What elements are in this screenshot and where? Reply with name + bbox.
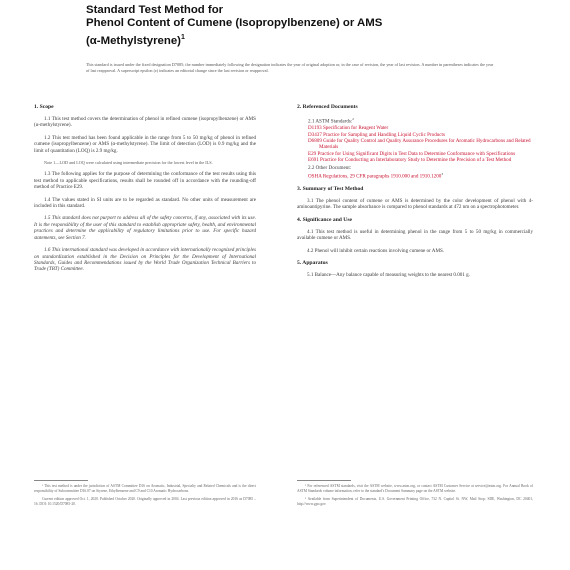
title-line-3-text: (α-Methylstyrene) [86, 34, 181, 47]
paragraph-1-2: 1.2 This test method has been found applicable in the range from 5 to 50 mg/kg of phenol in refined cumene (isopropylbenzene) or AMS (α-methylstyrene). The limit of detection (LOD) is 0.9 mg/kg and the limit of quantitation (LOQ) is 2.9 mg/kg. [34, 134, 256, 154]
reference-code[interactable]: D1193 [308, 125, 322, 132]
footnote-divider-left [34, 480, 88, 481]
designation-note: This standard is issued under the fixed designation D7085; the number immediately following the designation indicates the year of original adoption or, in the case of revision, the year of last revision. A number in parentheses indicates the year of last reapproval. A superscript epsilon (ε) indicates an editorial change since the last revision or reapproval. [86, 62, 494, 73]
paragraph-4-1: 4.1 This test method is useful in determining phenol in the range from 5 to 50 mg/kg in commercially available cumene or AMS. [297, 228, 533, 242]
footnotes-left [34, 484, 256, 510]
reference-item[interactable] [297, 157, 533, 163]
reference-code[interactable]: D3437 [308, 131, 322, 138]
reference-code[interactable]: D6809 [308, 137, 322, 144]
reference-title[interactable]: Practice for Using Significant Digits in Test Data to Determine Conformance with Specifications [317, 150, 516, 157]
significance-heading: 4. Significance and Use [297, 216, 353, 223]
left-column [34, 104, 256, 279]
other-document-label: 2.2 Other Document: [308, 164, 352, 171]
apparatus-heading: 5. Apparatus [297, 260, 328, 267]
title-footnote-mark: 1 [180, 33, 185, 41]
reference-item[interactable] [297, 138, 533, 151]
osha-code[interactable]: OSHA Regulations, 29 CFR [308, 173, 366, 180]
footnote-edition: Current edition approved Oct. 1, 2020. Published October 2020. Originally approved in 2004. Last previous edition approved in 2016 as D7085 – 16. DOI: 10.1520/D7085-20. [34, 496, 256, 506]
scope-heading: 1. Scope [34, 104, 54, 110]
document-title [86, 4, 486, 48]
osha-sup: 3 [441, 171, 444, 176]
paragraph-4-2: 4.2 Phenol will inhibit certain reactions involving cumene or AMS. [307, 247, 445, 254]
summary-heading: 3. Summary of Test Method [297, 186, 364, 193]
reference-title[interactable]: Specification for Reagent Water [322, 125, 389, 132]
astm-standards-label [297, 116, 533, 125]
paragraph-1-6: 1.6 This international standard was developed in accordance with internationally recognized principles on standardization established in the Decision on Principles for the Development of International Standards, Guides and Recommendations issued by the World Trade Organization Technical Barriers to Trade (TBT) Committee. [34, 247, 256, 273]
paragraph-1-3: 1.3 The following applies for the purpose of determining the conformance of the test results using this test method to applicable specifications, results shall be rounded off in accordance with the rounding-off method of Practice E29. [34, 171, 256, 191]
footnote-divider-right [297, 480, 351, 481]
note-1: Note 1—LOD and LOQ were calculated using intermediate precision for the lowest level in the ILS. [44, 160, 213, 166]
paragraph-1-1: 1.1 This test method covers the determination of phenol in refined cumene (isopropylbenzene) or AMS (α-methylstyrene). [34, 116, 256, 129]
title-line-3 [86, 31, 486, 48]
reference-code[interactable]: E29 [308, 150, 317, 157]
footnote-3: ³ Available from Superintendent of Documents, U.S. Government Printing Office, 732 N. Capitol St. NW, Mail Stop: SDE, Washington, DC 20401, http://www.gpo.gov. [297, 496, 533, 506]
astm-standards-text: 2.1 ASTM Standards: [308, 118, 353, 125]
footnote-1: ¹ This test method is under the jurisdiction of ASTM Committee D16 on Aromatic, Industrial, Specialty and Related Chemicals and is the direct responsibility of Subcommittee D16.07 on Styrene, Ethylbenzene and C9 and C10 Aromatic Hydrocarbons. [34, 484, 256, 493]
title-line-2: Phenol Content of Cumene (Isopropylbenzene) or AMS [86, 17, 383, 30]
reference-title[interactable]: Guide for Quality Control and Quality Assurance Procedures for Aromatic Hydrocarbons and Related Materials [319, 137, 531, 151]
paragraph-3-1: 3.1 The phenol content of cumene or AMS is determined by the color development of phenol with 4-aminoantipyrine. The sample absorbance is compared to phenol standards at 472 nm on a spectrophotometer. [297, 198, 533, 211]
paragraph-1-5: 1.5 This standard does not purport to address all of the safety concerns, if any, associated with its use. It is the responsibility of the user of this standard to establish appropriate safety, health, and environmental practices and determine the applicability of regulatory limitations prior to use. For specific hazard statements, see Section 7. [34, 215, 256, 241]
astm-standards-sup: 2 [352, 117, 355, 121]
osha-title[interactable]: paragraphs 1910.000 and 1910.1200 [367, 173, 442, 180]
reference-title[interactable]: Practice for Conducting an Interlaboratory Study to Determine the Precision of a Test Method [320, 157, 512, 164]
right-column [297, 104, 533, 284]
referenced-documents-heading: 2. Referenced Documents [297, 104, 358, 110]
paragraph-5-1: 5.1 Balance—Any balance capable of measuring weights to the nearest 0.001 g. [307, 272, 470, 279]
footnote-2: ² For referenced ASTM standards, visit the ASTM website, www.astm.org, or contact ASTM Customer Service at service@astm.org. For Annual Book of ASTM Standards volume information, refer to the standard's Document Summary page on the ASTM website. [297, 484, 533, 493]
paragraph-1-4: 1.4 The values stated in SI units are to be regarded as standard. No other units of measurement are included in this standard. [34, 196, 256, 210]
title-line-1: Standard Test Method for [86, 4, 224, 16]
reference-item-osha[interactable] [297, 171, 533, 180]
reference-code[interactable]: E691 [308, 157, 319, 164]
footnotes-right [297, 484, 533, 510]
reference-title[interactable]: Practice for Sampling and Handling Liquid Cyclic Products [323, 131, 445, 138]
